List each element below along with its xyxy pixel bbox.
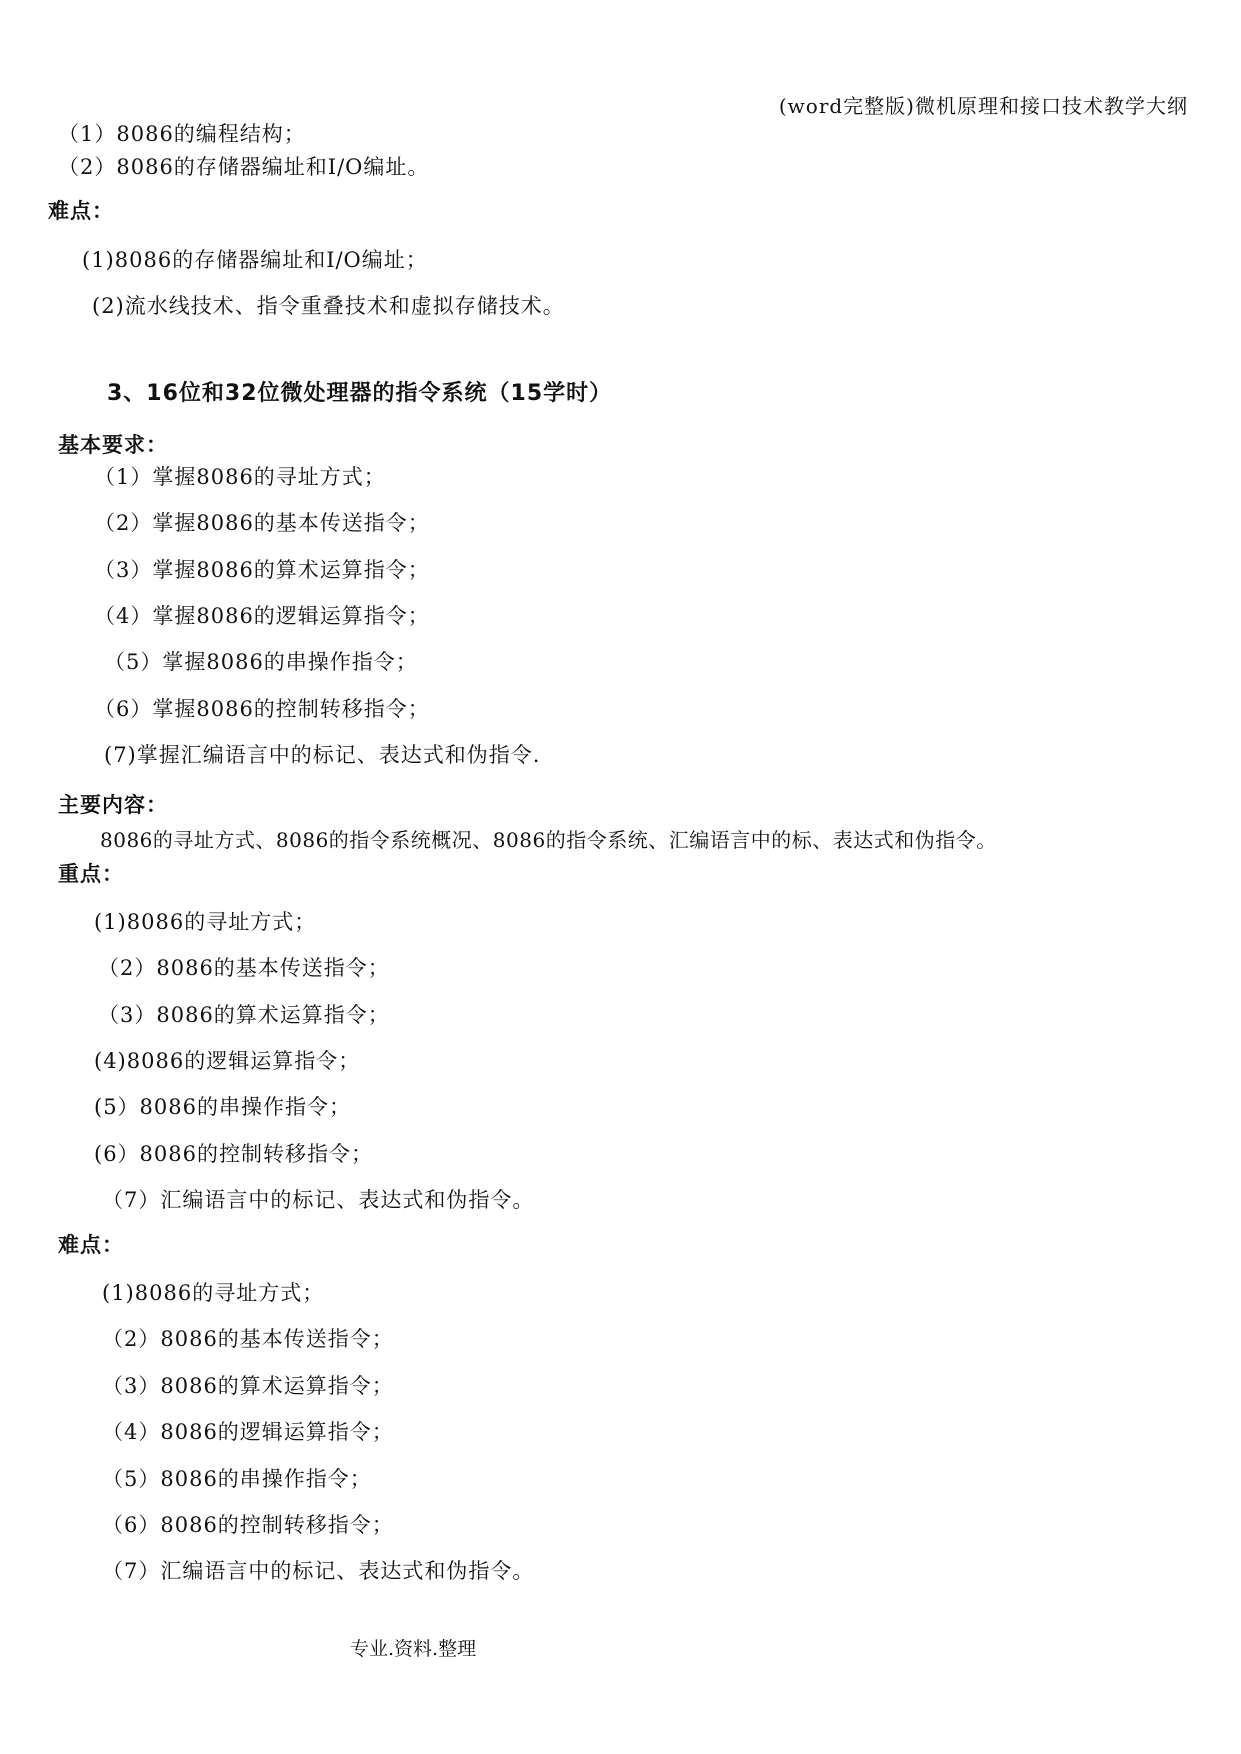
list-item: （5）8086的串操作指令； [102, 1467, 372, 1491]
list-item: （6）8086的控制转移指令； [102, 1513, 394, 1537]
list-item: （2）8086的存储器编址和I/O编址。 [58, 155, 430, 179]
list-item: (5）8086的串操作指令； [94, 1095, 351, 1119]
list-item: (1)8086的寻址方式； [102, 1281, 325, 1305]
list-item: （6）掌握8086的控制转移指令； [94, 697, 430, 721]
key-points-heading: 重点： [58, 862, 124, 886]
basic-requirements-heading: 基本要求： [58, 433, 168, 457]
page-footer: 专业.资料.整理 [350, 1638, 477, 1660]
page-header-title: (word完整版)微机原理和接口技术教学大纲 [778, 94, 1188, 118]
main-content-heading: 主要内容： [58, 793, 168, 817]
list-item: (4)8086的逻辑运算指令； [94, 1049, 361, 1073]
list-item: （2）掌握8086的基本传送指令； [94, 511, 430, 535]
list-item: （3）8086的算术运算指令； [102, 1374, 394, 1398]
list-item: (2)流水线技术、指令重叠技术和虚拟存储技术。 [92, 294, 565, 318]
list-item: (7)掌握汇编语言中的标记、表达式和伪指令. [104, 743, 541, 767]
list-item: （3）掌握8086的算术运算指令； [94, 558, 430, 582]
list-item: (6）8086的控制转移指令； [94, 1142, 373, 1166]
list-item: (1)8086的存储器编址和I/O编址； [82, 248, 428, 272]
list-item: （7）汇编语言中的标记、表达式和伪指令。 [102, 1559, 535, 1583]
list-item: （3）8086的算术运算指令； [98, 1003, 390, 1027]
list-item: （1）掌握8086的寻址方式； [94, 465, 386, 489]
list-item: （5）掌握8086的串操作指令； [104, 650, 418, 674]
difficult-points-heading: 难点： [58, 1233, 124, 1257]
list-item: （7）汇编语言中的标记、表达式和伪指令。 [102, 1188, 535, 1212]
list-item: （2）8086的基本传送指令； [102, 1327, 394, 1351]
list-item: (1)8086的寻址方式； [94, 910, 317, 934]
list-item: （4）掌握8086的逻辑运算指令； [94, 604, 430, 628]
main-content-text: 8086的寻址方式、8086的指令系统概况、8086的指令系统、汇编语言中的标、表达式和伪指令。 [100, 828, 997, 852]
section-title: 3、16位和32位微处理器的指令系统（15学时） [107, 381, 613, 406]
list-item: （1）8086的编程结构； [58, 122, 306, 146]
difficult-points-heading: 难点： [48, 199, 114, 223]
list-item: （4）8086的逻辑运算指令； [102, 1420, 394, 1444]
list-item: （2）8086的基本传送指令； [98, 956, 390, 980]
